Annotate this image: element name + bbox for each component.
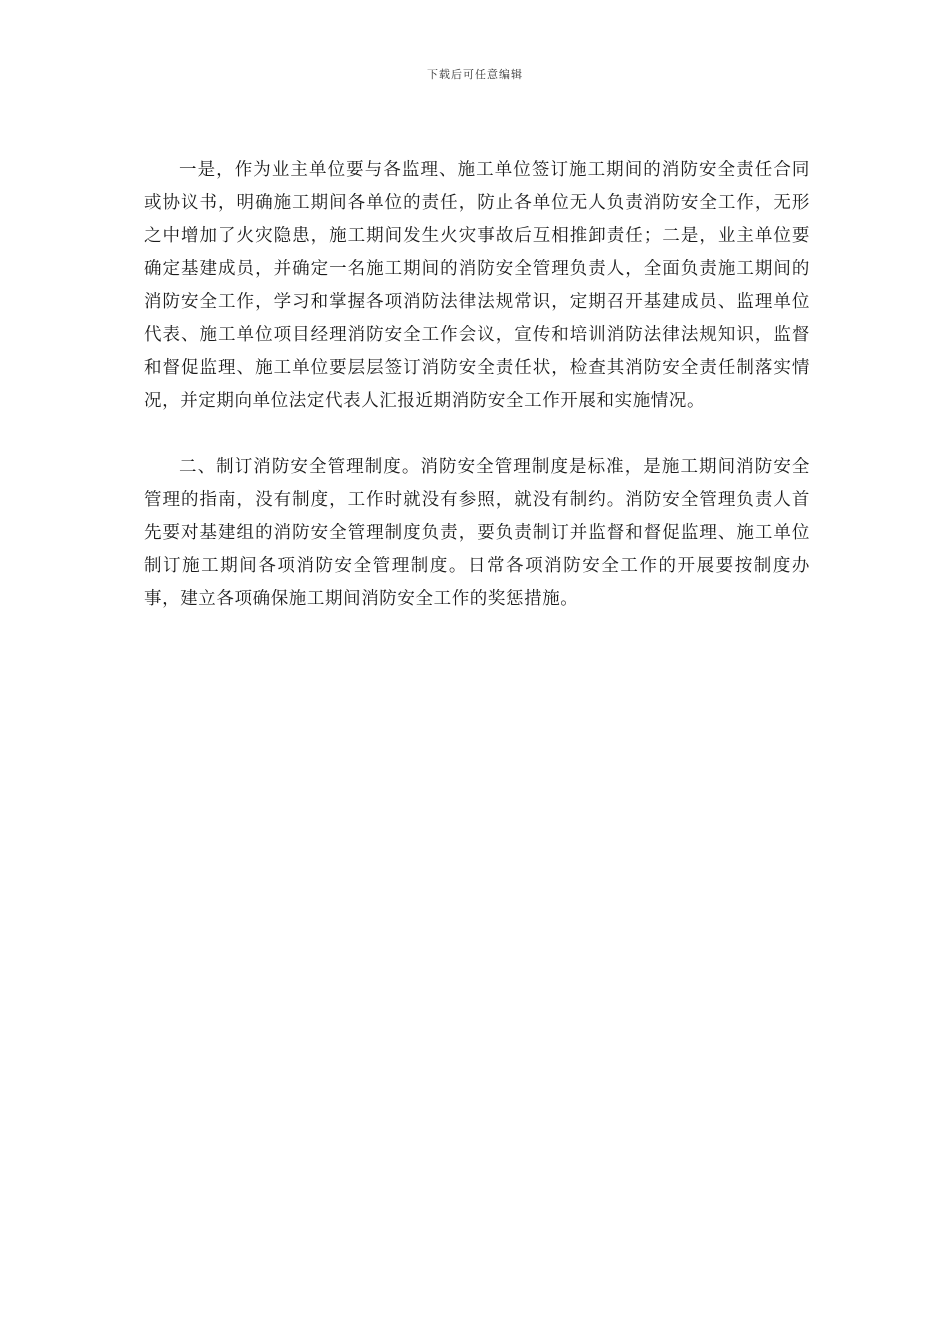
- document-body: [144, 154, 810, 616]
- paragraph-2: 二、制订消防安全管理制度。消防安全管理制度是标准，是施工期间消防安全管理的指南，没有制度，工作时就没有参照，就没有制约。消防安全管理负责人首先要对基建组的消防安全管理制度负责，要负责制订并监督和督促监理、施工单位制订施工期间各项消防安全管理制度。日常各项消防安全工作的开展要按制度办事，建立各项确保施工期间消防安全工作的奖惩措施。: [144, 457, 810, 609]
- page-header: 下载后可任意编辑: [427, 68, 523, 81]
- paragraph-1: 一是，作为业主单位要与各监理、施工单位签订施工期间的消防安全责任合同或协议书，明确施工期间各单位的责任，防止各单位无人负责消防安全工作，无形之中增加了火灾隐患，施工期间发生火灾事故后互相推卸责任；二是，业主单位要确定基建成员，并确定一名施工期间的消防安全管理负责人，全面负责施工期间的消防安全工作，学习和掌握各项消防法律法规常识，定期召开基建成员、监理单位代表、施工单位项目经理消防安全工作会议，宣传和培训消防法律法规知识，监督和督促监理、施工单位要层层签订消防安全责任状，检查其消防安全责任制落实情况，并定期向单位法定代表人汇报近期消防安全工作开展和实施情况。: [144, 160, 810, 411]
